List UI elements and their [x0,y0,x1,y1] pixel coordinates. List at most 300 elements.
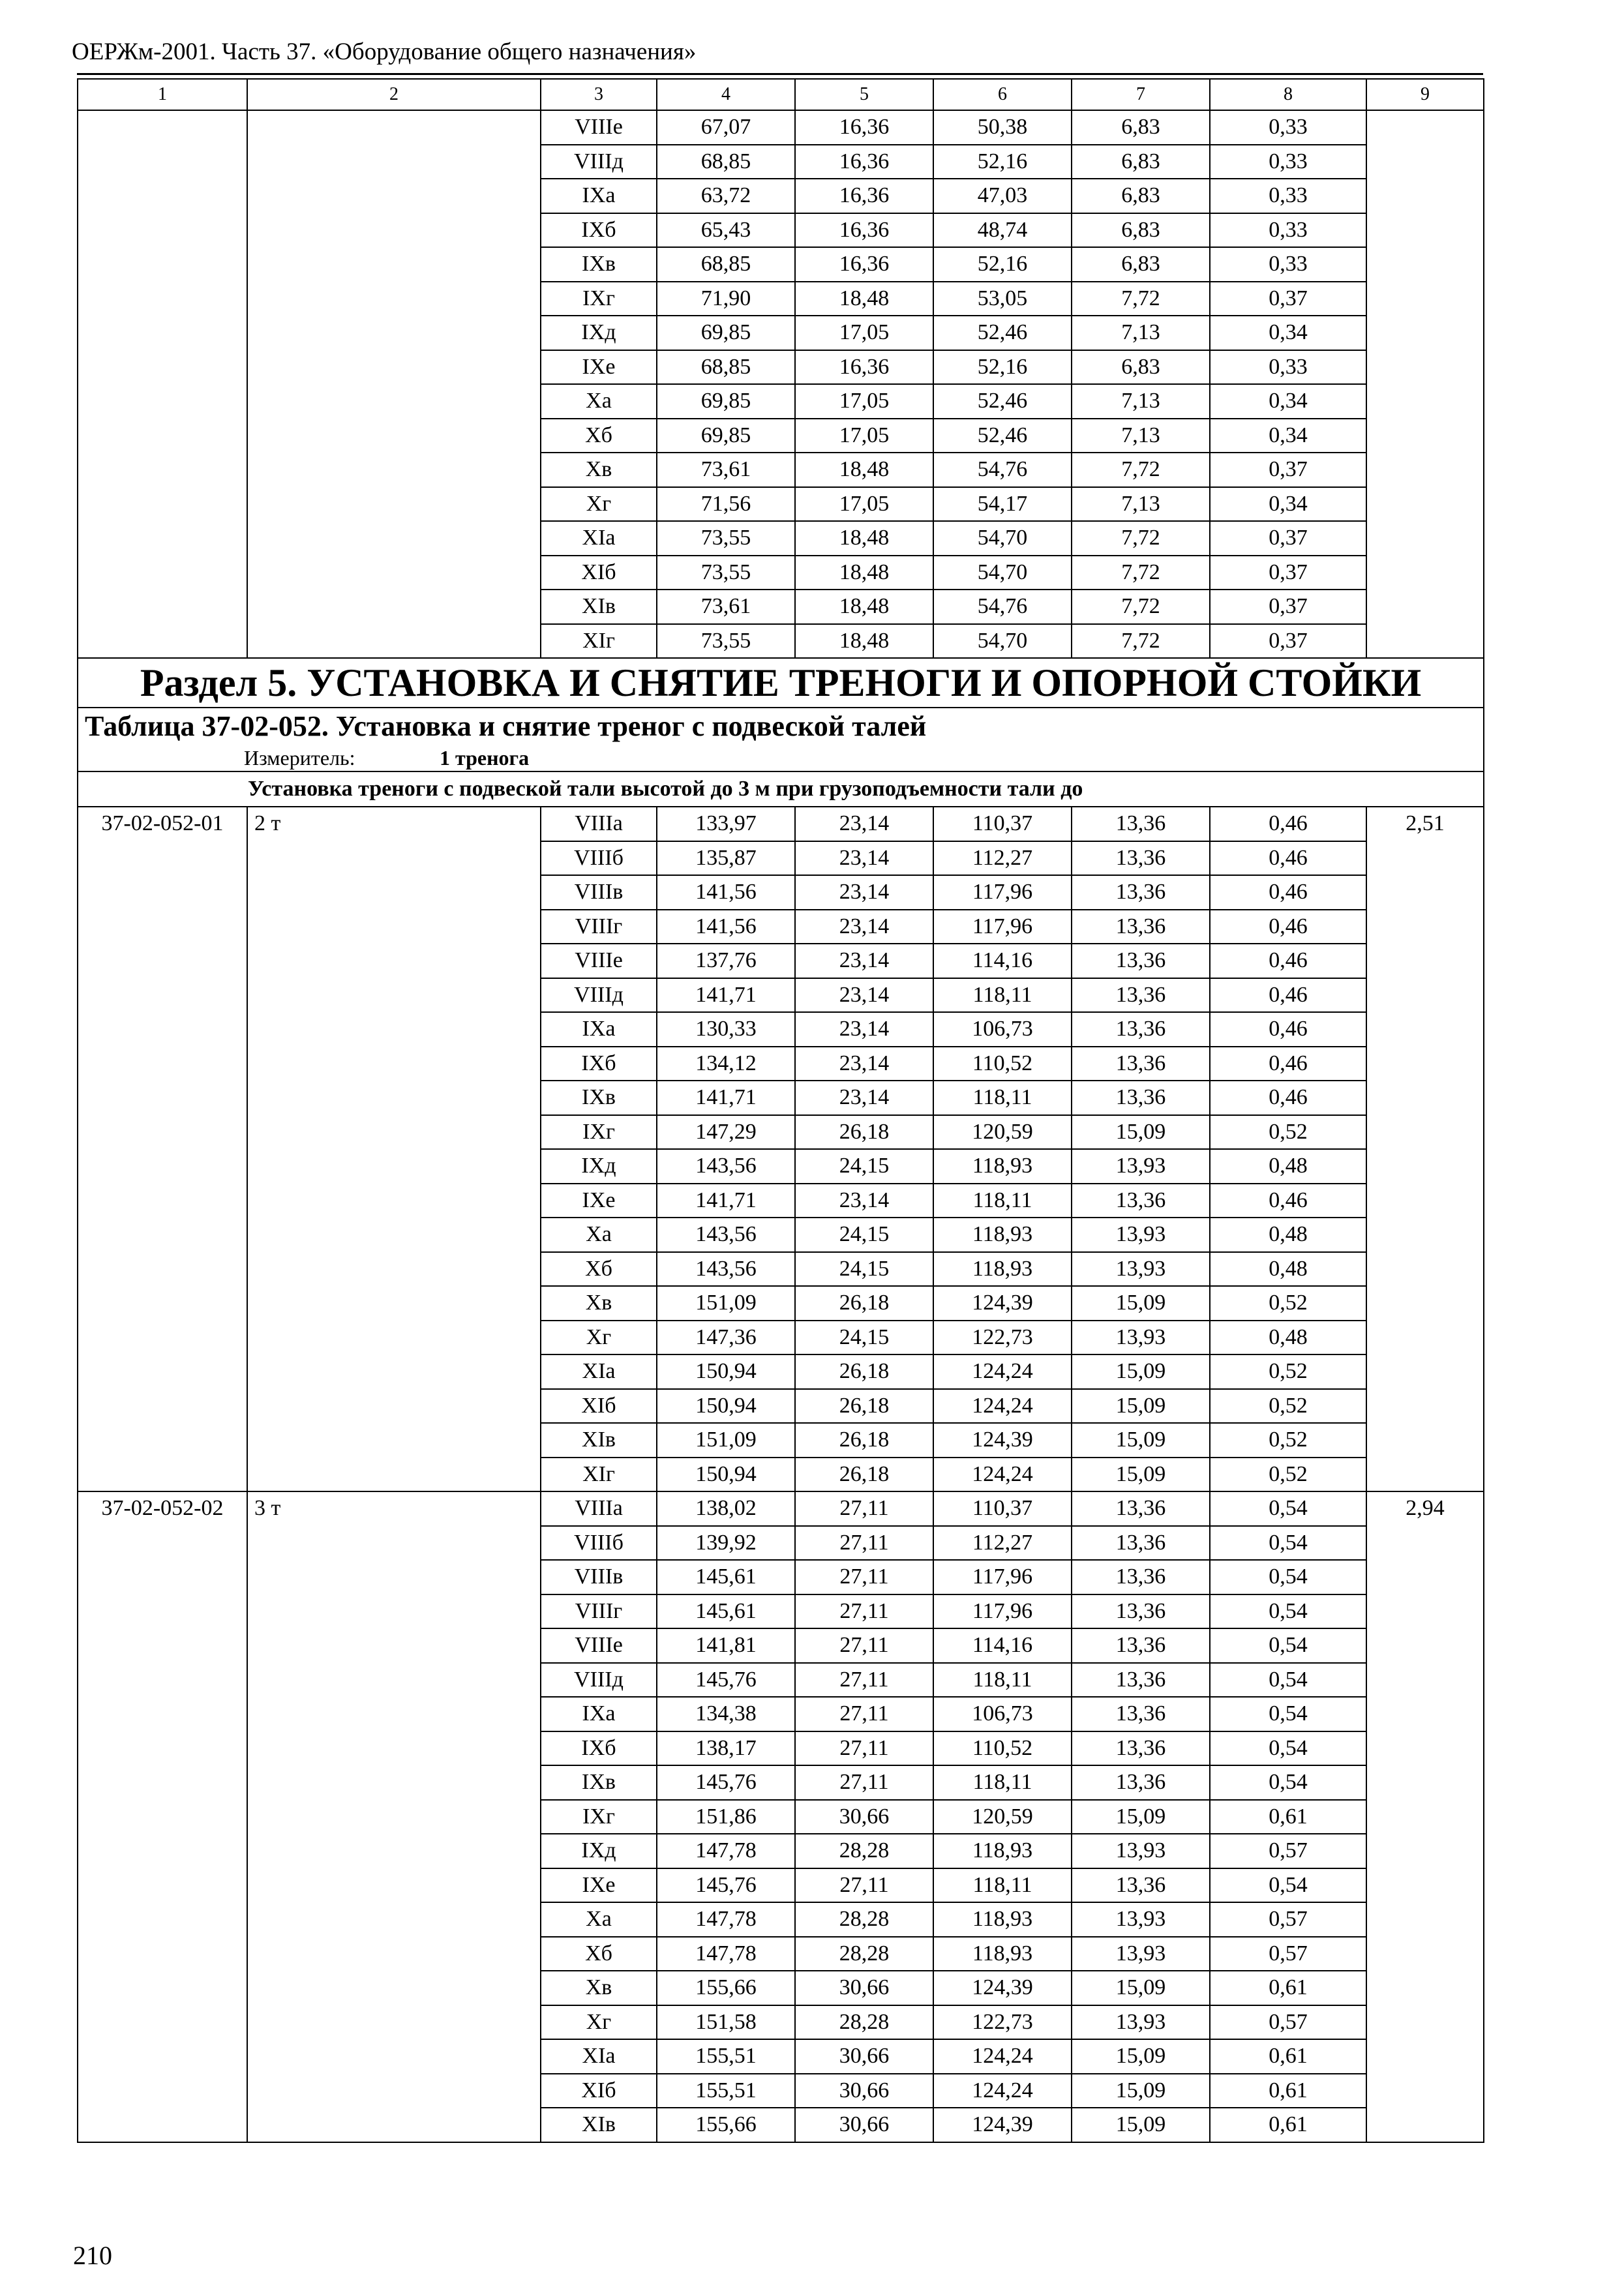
data-cell: 0,34 [1210,487,1366,522]
table-row [78,110,1484,145]
data-cell: 130,33 [657,1012,795,1047]
data-cell: 69,85 [657,419,795,453]
data-cell: 68,85 [657,247,795,282]
data-cell: VIIIе [541,944,657,978]
data-cell: 0,37 [1210,453,1366,487]
data-cell: 52,16 [933,247,1072,282]
data-cell: IXг [541,282,657,316]
data-cell: 30,66 [795,1800,933,1834]
data-cell: 73,61 [657,453,795,487]
data-cell: 13,93 [1072,1321,1210,1355]
data-cell: 13,36 [1072,944,1210,978]
data-cell: 147,78 [657,1902,795,1937]
data-cell: 106,73 [933,1012,1072,1047]
data-cell: XIб [541,2074,657,2108]
data-cell: 138,17 [657,1731,795,1766]
data-cell: XIа [541,1354,657,1389]
data-cell: 117,96 [933,910,1072,944]
data-cell: 139,92 [657,1526,795,1561]
section-title: Раздел 5. УСТАНОВКА И СНЯТИЕ ТРЕНОГИ И ОПОРНОЙ СТОЙКИ [78,658,1484,708]
data-cell: 48,74 [933,213,1072,248]
data-cell: IXб [541,1047,657,1081]
data-cell: 52,16 [933,145,1072,179]
data-cell: 27,11 [795,1731,933,1766]
data-cell: Xв [541,1971,657,2005]
data-cell: 118,11 [933,1765,1072,1800]
data-cell: 155,66 [657,1971,795,2005]
data-cell: 23,14 [795,1012,933,1047]
data-cell: VIIIд [541,145,657,179]
data-cell: 155,51 [657,2039,795,2074]
data-cell: 0,48 [1210,1252,1366,1287]
data-cell: 0,46 [1210,978,1366,1013]
data-cell: 26,18 [795,1115,933,1150]
data-cell: 122,73 [933,2005,1072,2040]
data-cell: 24,15 [795,1149,933,1184]
column-number: 9 [1366,79,1484,110]
data-cell: 15,09 [1072,1423,1210,1458]
data-cell: 0,54 [1210,1731,1366,1766]
data-cell: 13,36 [1072,1868,1210,1903]
data-cell: 0,61 [1210,2074,1366,2108]
data-cell: 0,33 [1210,179,1366,213]
data-cell: 118,11 [933,978,1072,1013]
data-cell: 15,09 [1072,1971,1210,2005]
data-cell: 18,48 [795,556,933,590]
data-cell: VIIIе [541,110,657,145]
page-number: 210 [73,2241,112,2270]
data-cell: VIIIг [541,1594,657,1629]
data-cell: 118,93 [933,1902,1072,1937]
data-cell: 28,28 [795,1937,933,1971]
data-cell: 143,56 [657,1149,795,1184]
data-cell: 23,14 [795,978,933,1013]
data-cell: 30,66 [795,1971,933,2005]
data-cell: 124,24 [933,2074,1072,2108]
data-cell: 68,85 [657,145,795,179]
data-cell: 124,24 [933,2039,1072,2074]
data-cell: 118,93 [933,1218,1072,1252]
data-cell: 0,54 [1210,1594,1366,1629]
data-cell: 28,28 [795,1834,933,1868]
data-cell: 17,05 [795,316,933,350]
data-cell: 0,46 [1210,1081,1366,1115]
data-cell: 0,54 [1210,1765,1366,1800]
data-cell: Xг [541,487,657,522]
column-number: 4 [657,79,795,110]
data-cell: 141,81 [657,1628,795,1663]
data-cell: 52,46 [933,384,1072,419]
data-cell: 47,03 [933,179,1072,213]
data-cell: 120,59 [933,1800,1072,1834]
data-cell: 134,12 [657,1047,795,1081]
data-cell: Xг [541,1321,657,1355]
data-cell: 0,54 [1210,1628,1366,1663]
data-cell: IXе [541,1868,657,1903]
data-cell: 0,33 [1210,110,1366,145]
data-cell: 145,76 [657,1663,795,1698]
data-cell: 7,13 [1072,419,1210,453]
data-cell: 147,78 [657,1937,795,1971]
data-cell: 155,51 [657,2074,795,2108]
data-cell: 6,83 [1072,110,1210,145]
data-cell: 23,14 [795,1184,933,1218]
data-cell: 7,72 [1072,556,1210,590]
data-cell: 52,16 [933,350,1072,385]
data-cell: 15,09 [1072,1354,1210,1389]
data-cell: 18,48 [795,521,933,556]
data-cell: Xб [541,419,657,453]
data-cell: IXб [541,1731,657,1766]
data-cell: 6,83 [1072,145,1210,179]
data-cell: 145,61 [657,1560,795,1594]
data-cell: 7,13 [1072,487,1210,522]
data-cell: XIб [541,1389,657,1424]
data-cell: 27,11 [795,1663,933,1698]
data-cell: 13,93 [1072,1149,1210,1184]
data-cell: 124,24 [933,1458,1072,1492]
data-cell: 54,70 [933,624,1072,659]
data-cell: 147,78 [657,1834,795,1868]
data-cell: 27,11 [795,1765,933,1800]
data-cell: 13,36 [1072,1560,1210,1594]
data-cell: 13,93 [1072,1902,1210,1937]
data-cell: 13,36 [1072,978,1210,1013]
data-cell: 26,18 [795,1458,933,1492]
data-cell: 0,52 [1210,1423,1366,1458]
data-cell: 135,87 [657,841,795,876]
data-cell: 13,36 [1072,1081,1210,1115]
data-cell: 13,93 [1072,1252,1210,1287]
data-cell: 27,11 [795,1560,933,1594]
data-cell: IXг [541,1115,657,1150]
data-cell: 13,36 [1072,1047,1210,1081]
data-cell: 114,16 [933,944,1072,978]
data-cell: 27,11 [795,1628,933,1663]
data-cell: 13,36 [1072,1526,1210,1561]
data-cell: IXв [541,1081,657,1115]
data-cell: 0,54 [1210,1697,1366,1731]
data-cell: 17,05 [795,384,933,419]
data-cell: VIIIг [541,910,657,944]
data-cell: 54,70 [933,556,1072,590]
data-cell: 52,46 [933,419,1072,453]
data-cell: 145,76 [657,1868,795,1903]
data-cell: 13,36 [1072,1628,1210,1663]
data-cell: 110,52 [933,1047,1072,1081]
data-cell: 0,57 [1210,1834,1366,1868]
column-number: 2 [247,79,541,110]
data-cell: 122,73 [933,1321,1072,1355]
data-cell: 13,93 [1072,1218,1210,1252]
data-cell: 13,36 [1072,875,1210,910]
data-cell: 54,70 [933,521,1072,556]
data-cell: 30,66 [795,2074,933,2108]
data-cell: 138,02 [657,1491,795,1526]
data-cell: 13,36 [1072,1697,1210,1731]
data-cell: 13,36 [1072,1184,1210,1218]
page-header: ОЕРЖм-2001. Часть 37. «Оборудование общего назначения» [72,38,697,65]
data-cell: 118,93 [933,1834,1072,1868]
column-number: 1 [78,79,247,110]
data-cell: VIIIа [541,1491,657,1526]
data-cell: 69,85 [657,384,795,419]
unit-value: 1 тренога [440,746,530,770]
data-cell: Xг [541,2005,657,2040]
data-cell: 13,36 [1072,1491,1210,1526]
data-cell: 18,48 [795,590,933,624]
data-cell: 0,52 [1210,1458,1366,1492]
data-cell: 145,61 [657,1594,795,1629]
data-cell: 27,11 [795,1868,933,1903]
data-cell: 23,14 [795,807,933,841]
rate-name: 3 т [247,1491,541,2142]
data-cell: 50,38 [933,110,1072,145]
data-cell: 0,57 [1210,1937,1366,1971]
data-cell: 145,76 [657,1765,795,1800]
data-cell: 151,58 [657,2005,795,2040]
data-cell: 7,72 [1072,590,1210,624]
data-cell: 106,73 [933,1697,1072,1731]
data-cell: 23,14 [795,944,933,978]
data-cell: IXб [541,213,657,248]
data-cell: 0,52 [1210,1115,1366,1150]
data-cell: 24,15 [795,1321,933,1355]
section-row [78,658,1484,708]
data-cell: 73,55 [657,521,795,556]
data-cell: 124,39 [933,1423,1072,1458]
data-cell: 0,37 [1210,521,1366,556]
data-cell: 141,71 [657,978,795,1013]
data-cell: 112,27 [933,841,1072,876]
unit-cell [78,745,1484,771]
data-cell: 0,46 [1210,1012,1366,1047]
data-cell: 15,09 [1072,1286,1210,1321]
data-cell: Xа [541,1218,657,1252]
data-cell: IXв [541,247,657,282]
data-cell: 0,46 [1210,841,1366,876]
data-cell: 7,72 [1072,521,1210,556]
data-cell: 13,36 [1072,910,1210,944]
data-cell: 26,18 [795,1389,933,1424]
data-cell: 28,28 [795,1902,933,1937]
data-cell: XIв [541,590,657,624]
data-cell: Xб [541,1937,657,1971]
data-cell: 6,83 [1072,213,1210,248]
data-cell: 13,93 [1072,1834,1210,1868]
data-cell: 0,34 [1210,316,1366,350]
data-cell: 118,11 [933,1663,1072,1698]
data-cell: 0,46 [1210,944,1366,978]
data-cell: 118,11 [933,1868,1072,1903]
data-cell: 13,36 [1072,807,1210,841]
column-number: 3 [541,79,657,110]
data-cell: 27,11 [795,1594,933,1629]
data-cell: 13,36 [1072,1731,1210,1766]
data-cell: 13,36 [1072,1765,1210,1800]
data-cell: 16,36 [795,110,933,145]
data-cell: 7,72 [1072,453,1210,487]
data-cell: 15,09 [1072,2108,1210,2142]
data-cell: 0,57 [1210,2005,1366,2040]
col9-value: 2,51 [1366,807,1484,1491]
data-cell: 0,46 [1210,875,1366,910]
data-cell: 16,36 [795,145,933,179]
data-cell: 27,11 [795,1491,933,1526]
data-cell: 18,48 [795,282,933,316]
column-number-row [78,79,1484,110]
data-cell: 143,56 [657,1252,795,1287]
data-cell: 147,29 [657,1115,795,1150]
data-cell: VIIIв [541,875,657,910]
data-cell: 23,14 [795,1081,933,1115]
data-cell: 30,66 [795,2108,933,2142]
data-cell: 6,83 [1072,350,1210,385]
data-cell: 28,28 [795,2005,933,2040]
table-row [78,1491,1484,1526]
data-cell: 17,05 [795,487,933,522]
data-cell: XIа [541,521,657,556]
data-cell: 118,93 [933,1149,1072,1184]
data-cell: 13,36 [1072,841,1210,876]
data-cell: 30,66 [795,2039,933,2074]
data-cell: 124,39 [933,1971,1072,2005]
data-cell: IXе [541,350,657,385]
data-cell: Xв [541,453,657,487]
data-cell: 13,36 [1072,1663,1210,1698]
data-cell: 0,57 [1210,1902,1366,1937]
data-cell: VIIIд [541,1663,657,1698]
data-cell: 73,55 [657,624,795,659]
data-cell: XIг [541,624,657,659]
data-cell: 18,48 [795,453,933,487]
data-cell: 151,09 [657,1423,795,1458]
data-cell: 53,05 [933,282,1072,316]
data-cell: 134,38 [657,1697,795,1731]
data-cell: 23,14 [795,841,933,876]
data-cell: 0,54 [1210,1663,1366,1698]
data-cell: 6,83 [1072,247,1210,282]
data-cell: 27,11 [795,1526,933,1561]
data-cell: VIIIв [541,1560,657,1594]
data-cell: 117,96 [933,1594,1072,1629]
data-cell: VIIIд [541,978,657,1013]
data-cell: 0,37 [1210,556,1366,590]
data-cell: 0,34 [1210,419,1366,453]
unit-label: Измеритель: [244,746,355,770]
data-cell: 65,43 [657,213,795,248]
data-cell: 0,61 [1210,1971,1366,2005]
data-cell: 17,05 [795,419,933,453]
table-title: Таблица 37-02-052. Установка и снятие треног с подвеской талей [78,708,1484,745]
data-cell: 118,93 [933,1252,1072,1287]
data-cell: 124,39 [933,2108,1072,2142]
data-cell: 0,46 [1210,807,1366,841]
data-cell: 73,55 [657,556,795,590]
data-cell: IXа [541,1697,657,1731]
data-cell: 0,37 [1210,624,1366,659]
data-cell: XIб [541,556,657,590]
data-cell: 54,17 [933,487,1072,522]
unit-row [78,745,1484,771]
data-cell: 15,09 [1072,2074,1210,2108]
data-cell: 13,93 [1072,1937,1210,1971]
table-row [78,807,1484,841]
column-number: 7 [1072,79,1210,110]
data-cell: 0,61 [1210,1800,1366,1834]
rates-table [77,78,1484,2143]
data-cell: 0,37 [1210,282,1366,316]
data-cell: 151,09 [657,1286,795,1321]
data-cell: 117,96 [933,1560,1072,1594]
data-cell: 0,54 [1210,1526,1366,1561]
data-cell: 13,36 [1072,1594,1210,1629]
data-cell: 110,37 [933,807,1072,841]
data-cell: 24,15 [795,1218,933,1252]
data-cell: XIв [541,1423,657,1458]
data-cell: IXа [541,1012,657,1047]
data-cell: 0,52 [1210,1286,1366,1321]
data-cell: IXе [541,1184,657,1218]
data-cell: 26,18 [795,1354,933,1389]
data-cell: 26,18 [795,1286,933,1321]
data-cell: 16,36 [795,247,933,282]
data-cell: Xа [541,384,657,419]
data-cell: 112,27 [933,1526,1072,1561]
header-rule [77,73,1483,75]
data-cell: IXг [541,1800,657,1834]
data-cell: 141,71 [657,1184,795,1218]
data-cell: 15,09 [1072,1800,1210,1834]
data-cell: 151,86 [657,1800,795,1834]
data-cell: 110,52 [933,1731,1072,1766]
data-cell: 54,76 [933,453,1072,487]
data-cell: 0,34 [1210,384,1366,419]
data-cell: 0,37 [1210,590,1366,624]
rate-name: 2 т [247,807,541,1491]
data-cell: 68,85 [657,350,795,385]
data-cell: IXв [541,1765,657,1800]
data-cell: 143,56 [657,1218,795,1252]
data-cell: 124,24 [933,1389,1072,1424]
data-cell: 73,61 [657,590,795,624]
data-cell: IXа [541,179,657,213]
data-cell: Xв [541,1286,657,1321]
data-cell: VIIIе [541,1628,657,1663]
rate-code: 37-02-052-01 [78,807,247,1491]
data-cell: 0,46 [1210,910,1366,944]
data-cell: XIв [541,2108,657,2142]
data-cell: XIа [541,2039,657,2074]
data-cell: 63,72 [657,179,795,213]
data-cell: 0,33 [1210,247,1366,282]
data-cell: IXд [541,316,657,350]
data-cell: 26,18 [795,1423,933,1458]
data-cell: 150,94 [657,1389,795,1424]
col9-cell-empty [1366,110,1484,658]
data-cell: IXд [541,1834,657,1868]
rate-code: 37-02-052-02 [78,1491,247,2142]
data-cell: 18,48 [795,624,933,659]
data-cell: 155,66 [657,2108,795,2142]
data-cell: 0,54 [1210,1560,1366,1594]
data-cell: 15,09 [1072,1389,1210,1424]
data-cell: 24,15 [795,1252,933,1287]
data-cell: 118,11 [933,1184,1072,1218]
data-cell: 0,48 [1210,1321,1366,1355]
data-cell: 147,36 [657,1321,795,1355]
data-cell: 16,36 [795,179,933,213]
